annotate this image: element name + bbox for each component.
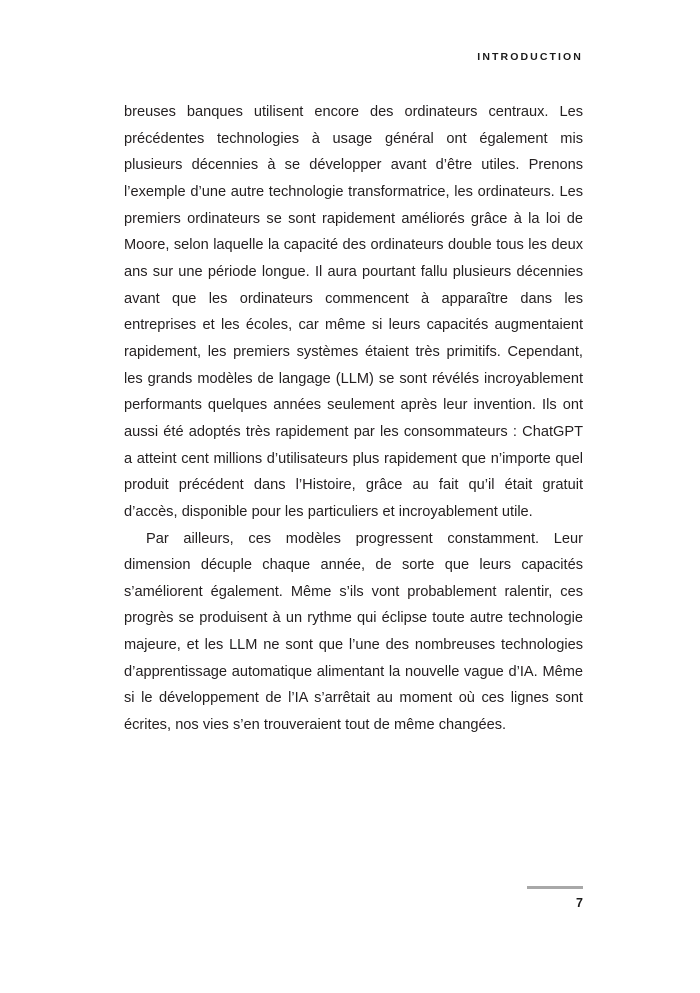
page-number: 7	[576, 895, 583, 910]
body-paragraph: breuses banques utilisent encore des ordinateurs centraux. Les précédentes technologies à usage général ont également mis plusieurs décennies à se développer avant d’être utiles. Prenons l’exemple d’une autre technologie transformatrice, les ordinateurs. Les premiers ordinateurs se sont rapidement améliorés grâce à la loi de Moore, selon laquelle la capacité des ordinateurs double tous les deux ans sur une période longue. Il aura pourtant fallu plusieurs décennies avant que les ordinateurs commencent à apparaître dans les entreprises et les écoles, car même si leurs capacités augmentaient rapidement, les premiers systèmes étaient très primitifs. Cependant, les grands modèles de langage (LLM) se sont révélés incroyablement performants quelques années seulement après leur invention. Ils ont aussi été adoptés très rapidement par les consommateurs : ChatGPT a atteint cent millions d’utilisateurs plus rapidement que n’importe quel produit précédent dans l’Histoire, grâce au fait qu’il était gratuit d’accès, disponible pour les particuliers et incroyablement utile.	[124, 104, 583, 520]
running-head: INTRODUCTION	[477, 51, 583, 63]
body-paragraph: Par ailleurs, ces modèles progressent constamment. Leur dimension décuple chaque année, de sorte que leurs capacités s’améliorent également. Même s’ils vont probablement ralentir, ces progrès se produisent à un rythme qui éclipse toute autre technologie majeure, et les LLM ne sont que l’une des nombreuses technologies d’apprentissage automatique alimentant la nouvelle vague d’IA. Même si le développement de l’IA s’arrêtait au moment où ces lignes sont écrites, nos vies s’en trouveraient tout de même changées.	[124, 530, 583, 734]
footer-divider	[527, 886, 583, 889]
body-text-column	[124, 99, 583, 739]
page-footer	[124, 886, 583, 909]
